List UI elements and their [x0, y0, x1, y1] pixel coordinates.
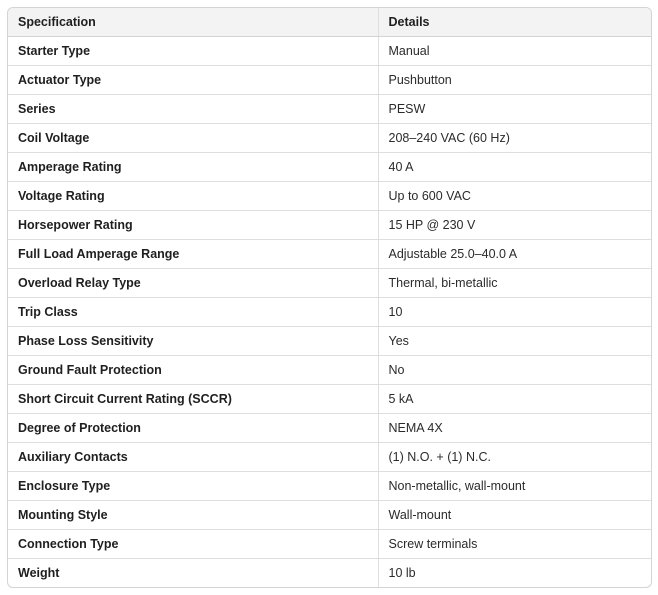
- spec-value-cell: PESW: [378, 95, 651, 124]
- spec-name-cell: Connection Type: [8, 530, 378, 559]
- spec-value-cell: Manual: [378, 37, 651, 66]
- table-row: [8, 211, 651, 240]
- table-row: [8, 443, 651, 472]
- spec-name-cell: Starter Type: [8, 37, 378, 66]
- spec-value-cell: Wall-mount: [378, 501, 651, 530]
- spec-name-cell: Short Circuit Current Rating (SCCR): [8, 385, 378, 414]
- table-row: [8, 153, 651, 182]
- spec-value-cell: 5 kA: [378, 385, 651, 414]
- spec-name-cell: Phase Loss Sensitivity: [8, 327, 378, 356]
- table-row: [8, 66, 651, 95]
- spec-name-cell: Weight: [18, 566, 60, 580]
- spec-value-cell: Adjustable 25.0–40.0 A: [378, 240, 651, 269]
- table-row: [8, 385, 651, 414]
- spec-value-cell: 40 A: [378, 153, 651, 182]
- spec-value-cell: 10 lb: [378, 559, 651, 588]
- header-details: Details: [378, 8, 651, 37]
- table-header-row: [8, 8, 651, 37]
- spec-value-cell: 10: [378, 298, 651, 327]
- table-row: [8, 298, 651, 327]
- spec-value-cell: Pushbutton: [378, 66, 651, 95]
- spec-value-cell: No: [378, 356, 651, 385]
- table-row: [8, 240, 651, 269]
- table-row: [8, 530, 651, 559]
- spec-value-cell: 208–240 VAC (60 Hz): [378, 124, 651, 153]
- spec-name-cell: Horsepower Rating: [8, 211, 378, 240]
- spec-table: [8, 8, 651, 587]
- spec-name-cell: Degree of Protection: [8, 414, 378, 443]
- spec-name-cell: Overload Relay Type: [8, 269, 378, 298]
- spec-value-cell: Thermal, bi-metallic: [378, 269, 651, 298]
- table-row: [8, 182, 651, 211]
- table-row: [8, 269, 651, 298]
- spec-table-container: [7, 7, 652, 588]
- spec-value-cell: Screw terminals: [378, 530, 651, 559]
- spec-name-cell: Voltage Rating: [8, 182, 378, 211]
- spec-name-cell: Auxiliary Contacts: [8, 443, 378, 472]
- table-row: [8, 472, 651, 501]
- spec-name-cell: Series: [8, 95, 378, 124]
- spec-name-cell: Trip Class: [8, 298, 378, 327]
- table-row: [8, 559, 651, 588]
- spec-value-cell: Non-metallic, wall-mount: [378, 472, 651, 501]
- spec-value-cell: Up to 600 VAC: [378, 182, 651, 211]
- header-specification: Specification: [8, 8, 378, 37]
- table-row: [8, 356, 651, 385]
- spec-value-cell: (1) N.O. + (1) N.C.: [378, 443, 651, 472]
- table-row: [8, 501, 651, 530]
- spec-name-cell: Enclosure Type: [8, 472, 378, 501]
- spec-name-cell: Full Load Amperage Range: [8, 240, 378, 269]
- spec-name-cell: Mounting Style: [8, 501, 378, 530]
- table-row: [8, 414, 651, 443]
- spec-value-cell: 15 HP @ 230 V: [378, 211, 651, 240]
- spec-name-cell: Coil Voltage: [8, 124, 378, 153]
- table-row: [8, 37, 651, 66]
- spec-name-cell: Amperage Rating: [8, 153, 378, 182]
- spec-value-cell: Yes: [378, 327, 651, 356]
- spec-value-cell: NEMA 4X: [378, 414, 651, 443]
- table-row: [8, 124, 651, 153]
- spec-name-cell: Ground Fault Protection: [8, 356, 378, 385]
- table-row: [8, 95, 651, 124]
- table-row: [8, 327, 651, 356]
- spec-name-cell: Actuator Type: [8, 66, 378, 95]
